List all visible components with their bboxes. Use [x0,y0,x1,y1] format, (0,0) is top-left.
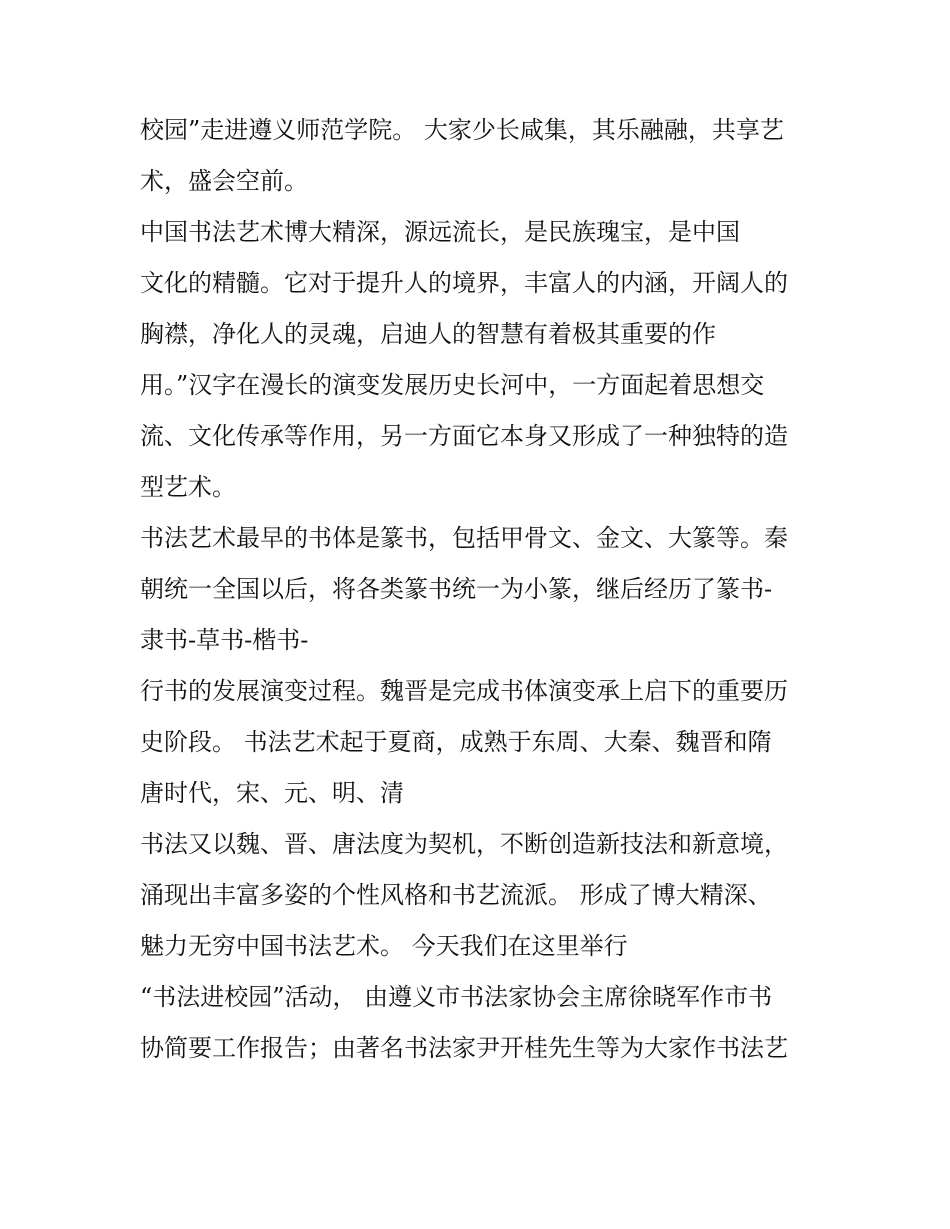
text-line: 协简要工作报告；由著名书法家尹开桂先生等为大家作书法艺 [140,1034,788,1062]
text-line: 用。”汉字在漫长的演变发展历史长河中，一方面起着思想交 [140,371,765,399]
text-line: 魅力无穷中国书法艺术。 今天我们在这里举行 [140,932,628,960]
text-line: 胸襟，净化人的灵魂，启迪人的智慧有着极其重要的作 [140,320,716,348]
text-line: 史阶段。 书法艺术起于夏商，成熟于东周、大秦、魏晋和隋 [140,728,772,756]
text-line: 校园”走进遵义师范学院。 大家少长咸集，其乐融融，共享艺 [140,116,784,144]
text-line: 流、文化传承等作用，另一方面它本身又形成了一种独特的造 [140,422,788,450]
text-line: 术，盛会空前。 [140,167,308,195]
text-line: 涌现出丰富多姿的个性风格和书艺流派。 形成了博大精深、 [140,881,772,909]
text-line: 书法又以魏、晋、唐法度为契机，不断创造新技法和新意境， [140,830,788,858]
text-line: “书法进校园”活动， 由遵义市书法家协会主席徐晓军作市书 [140,983,773,1011]
text-line: 中国书法艺术博大精深，源远流长，是民族瑰宝，是中国 [140,218,740,246]
text-line: 唐时代，宋、元、明、清 [140,779,404,807]
text-line: 隶书-草书-楷书- [140,626,309,654]
text-line: 行书的发展演变过程。魏晋是完成书体演变承上启下的重要历 [140,677,788,705]
text-line: 型艺术。 [140,473,236,501]
text-line: 朝统一全国以后，将各类篆书统一为小篆，继后经历了篆书- [140,575,773,603]
text-line: 书法艺术最早的书体是篆书，包括甲骨文、金文、大篆等。秦 [140,524,788,552]
body-text [140,105,830,1074]
text-line: 文化的精髓。它对于提升人的境界，丰富人的内涵，开阔人的 [140,269,788,297]
